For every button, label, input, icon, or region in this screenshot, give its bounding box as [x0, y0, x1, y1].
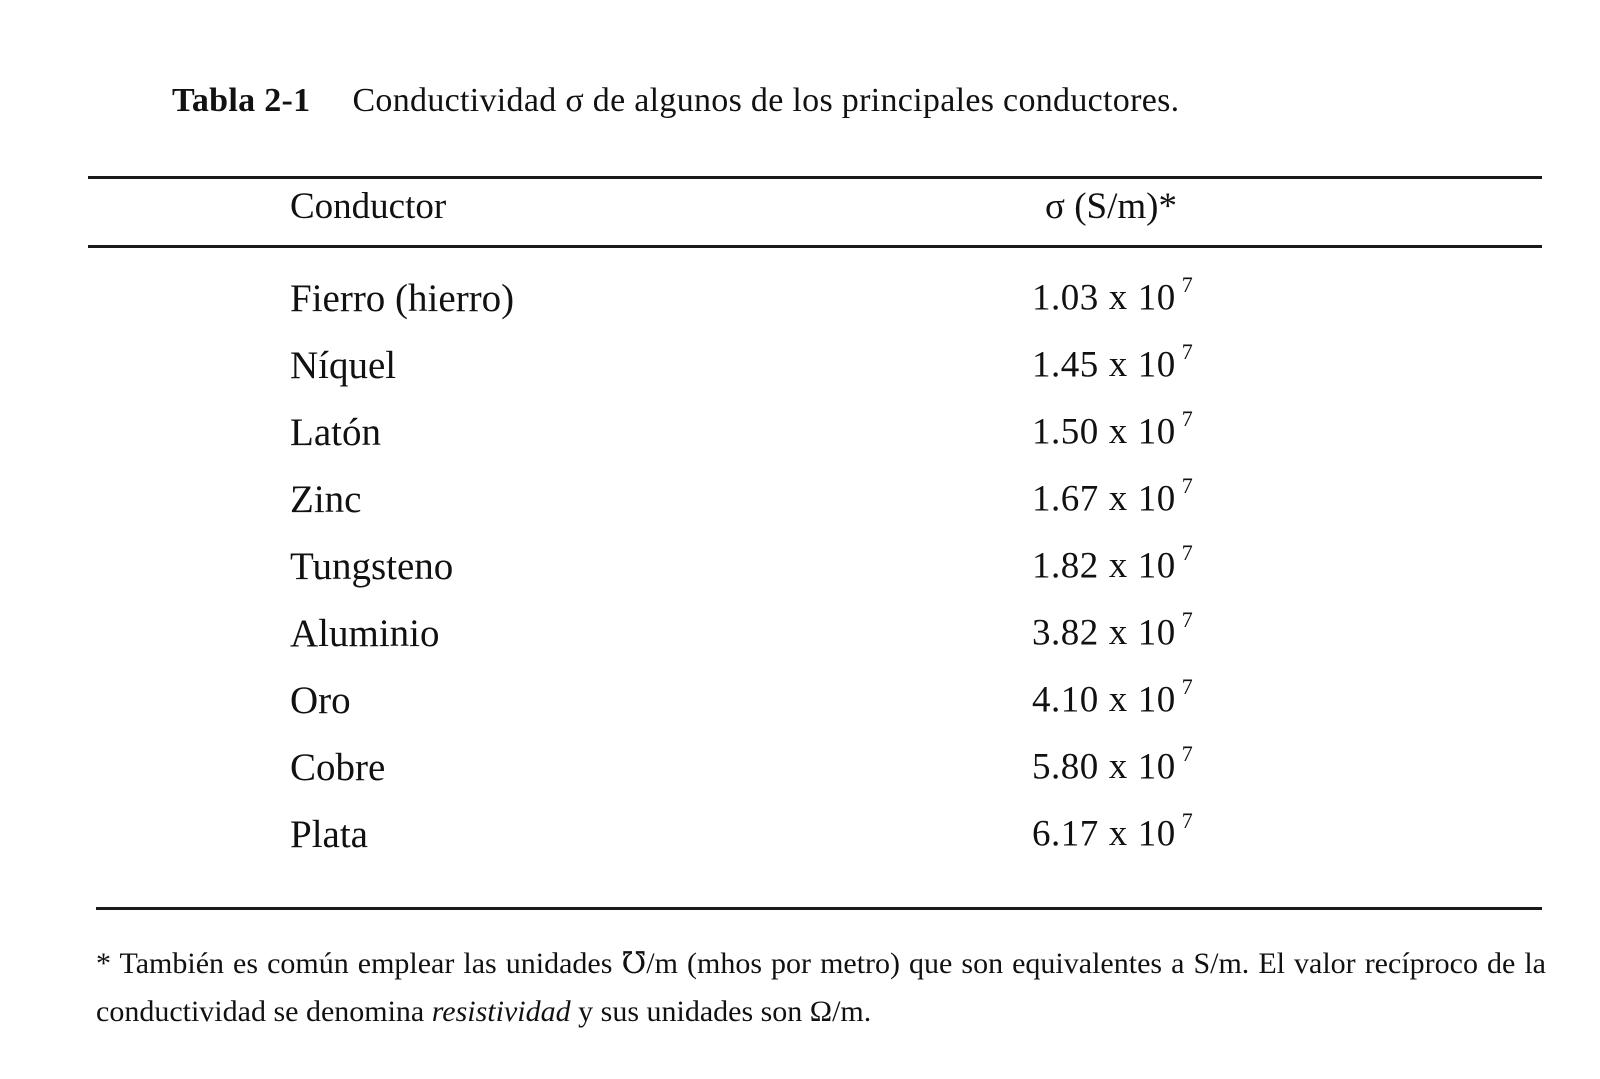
value-times: x: [1108, 746, 1128, 788]
table-row: [0, 473, 1600, 544]
value-base: 10: [1137, 545, 1176, 587]
value-base: 10: [1137, 612, 1176, 654]
conductor-name: Aluminio: [290, 612, 440, 655]
value-base: 10: [1137, 813, 1176, 855]
value-times: x: [1108, 679, 1128, 721]
value-exponent: 7: [1181, 406, 1194, 431]
table-bottom-rule: [96, 907, 1542, 910]
value-mantissa: 4.10: [1032, 679, 1099, 721]
value-base: 10: [1137, 478, 1176, 520]
value-mantissa: 1.50: [1032, 411, 1099, 453]
value-exponent: 7: [1181, 607, 1194, 632]
conductivity-value: [1032, 272, 1194, 319]
value-times: x: [1108, 411, 1128, 453]
conductor-name: Latón: [290, 411, 381, 454]
value-mantissa: 3.82: [1032, 612, 1099, 654]
table-caption: [172, 82, 1179, 120]
value-exponent: 7: [1181, 741, 1194, 766]
value-base: 10: [1137, 277, 1176, 319]
conductor-name: Cobre: [290, 746, 386, 789]
value-exponent: 7: [1181, 339, 1194, 364]
conductivity-value: [1032, 674, 1194, 721]
conductor-name: Plata: [290, 813, 368, 856]
conductor-name: Fierro (hierro): [290, 277, 515, 320]
table-row: [0, 808, 1600, 879]
table-top-rule: [88, 176, 1542, 179]
value-times: x: [1108, 612, 1128, 654]
conductivity-value: [1032, 473, 1194, 520]
value-mantissa: 1.45: [1032, 344, 1099, 386]
footnote-text-part2: y sus unidades son Ω/m.: [570, 995, 872, 1028]
value-mantissa: 6.17: [1032, 813, 1099, 855]
conductivity-value: [1032, 406, 1194, 453]
column-header-sigma: σ (S/m)*: [1045, 186, 1177, 227]
value-exponent: 7: [1181, 272, 1194, 297]
table-caption-label: Tabla 2-1: [172, 82, 311, 119]
conductivity-value: [1032, 808, 1194, 855]
value-base: 10: [1137, 344, 1176, 386]
conductor-name: Tungsteno: [290, 545, 454, 588]
conductivity-value: [1032, 741, 1194, 788]
value-exponent: 7: [1181, 674, 1194, 699]
table-caption-text: Conductividad σ de algunos de los principales conductores.: [352, 82, 1180, 119]
value-mantissa: 1.82: [1032, 545, 1099, 587]
value-exponent: 7: [1181, 473, 1194, 498]
value-base: 10: [1137, 411, 1176, 453]
table-row: [0, 607, 1600, 678]
table-header-rule: [88, 245, 1542, 248]
value-times: x: [1108, 545, 1128, 587]
table-row: [0, 741, 1600, 812]
table-row: [0, 406, 1600, 477]
table-body: [0, 272, 1600, 879]
value-base: 10: [1137, 679, 1176, 721]
value-times: x: [1108, 344, 1128, 386]
conductivity-value: [1032, 540, 1194, 587]
table-row: [0, 272, 1600, 343]
footnote-emphasis: resistividad: [431, 995, 571, 1028]
value-exponent: 7: [1181, 808, 1194, 833]
conductivity-value: [1032, 339, 1194, 386]
value-times: x: [1108, 277, 1128, 319]
column-header-conductor: Conductor: [290, 186, 447, 227]
conductivity-value: [1032, 607, 1194, 654]
table-row: [0, 674, 1600, 745]
table-row: [0, 540, 1600, 611]
value-mantissa: 5.80: [1032, 746, 1099, 788]
conductor-name: Zinc: [290, 478, 362, 521]
value-times: x: [1108, 478, 1128, 520]
value-mantissa: 1.67: [1032, 478, 1099, 520]
value-mantissa: 1.03: [1032, 277, 1099, 319]
table-footnote: [96, 940, 1546, 1036]
value-exponent: 7: [1181, 540, 1194, 565]
conductor-name: Oro: [290, 679, 351, 722]
table-row: [0, 339, 1600, 410]
footnote-text-part1: * También es común emplear las unidades ℧/m (mhos por metro) que son equivalentes a S/m. El valor recíproco de la conductividad se denomina: [96, 947, 1546, 1028]
conductor-name: Níquel: [290, 344, 397, 387]
value-base: 10: [1137, 746, 1176, 788]
value-times: x: [1108, 813, 1128, 855]
